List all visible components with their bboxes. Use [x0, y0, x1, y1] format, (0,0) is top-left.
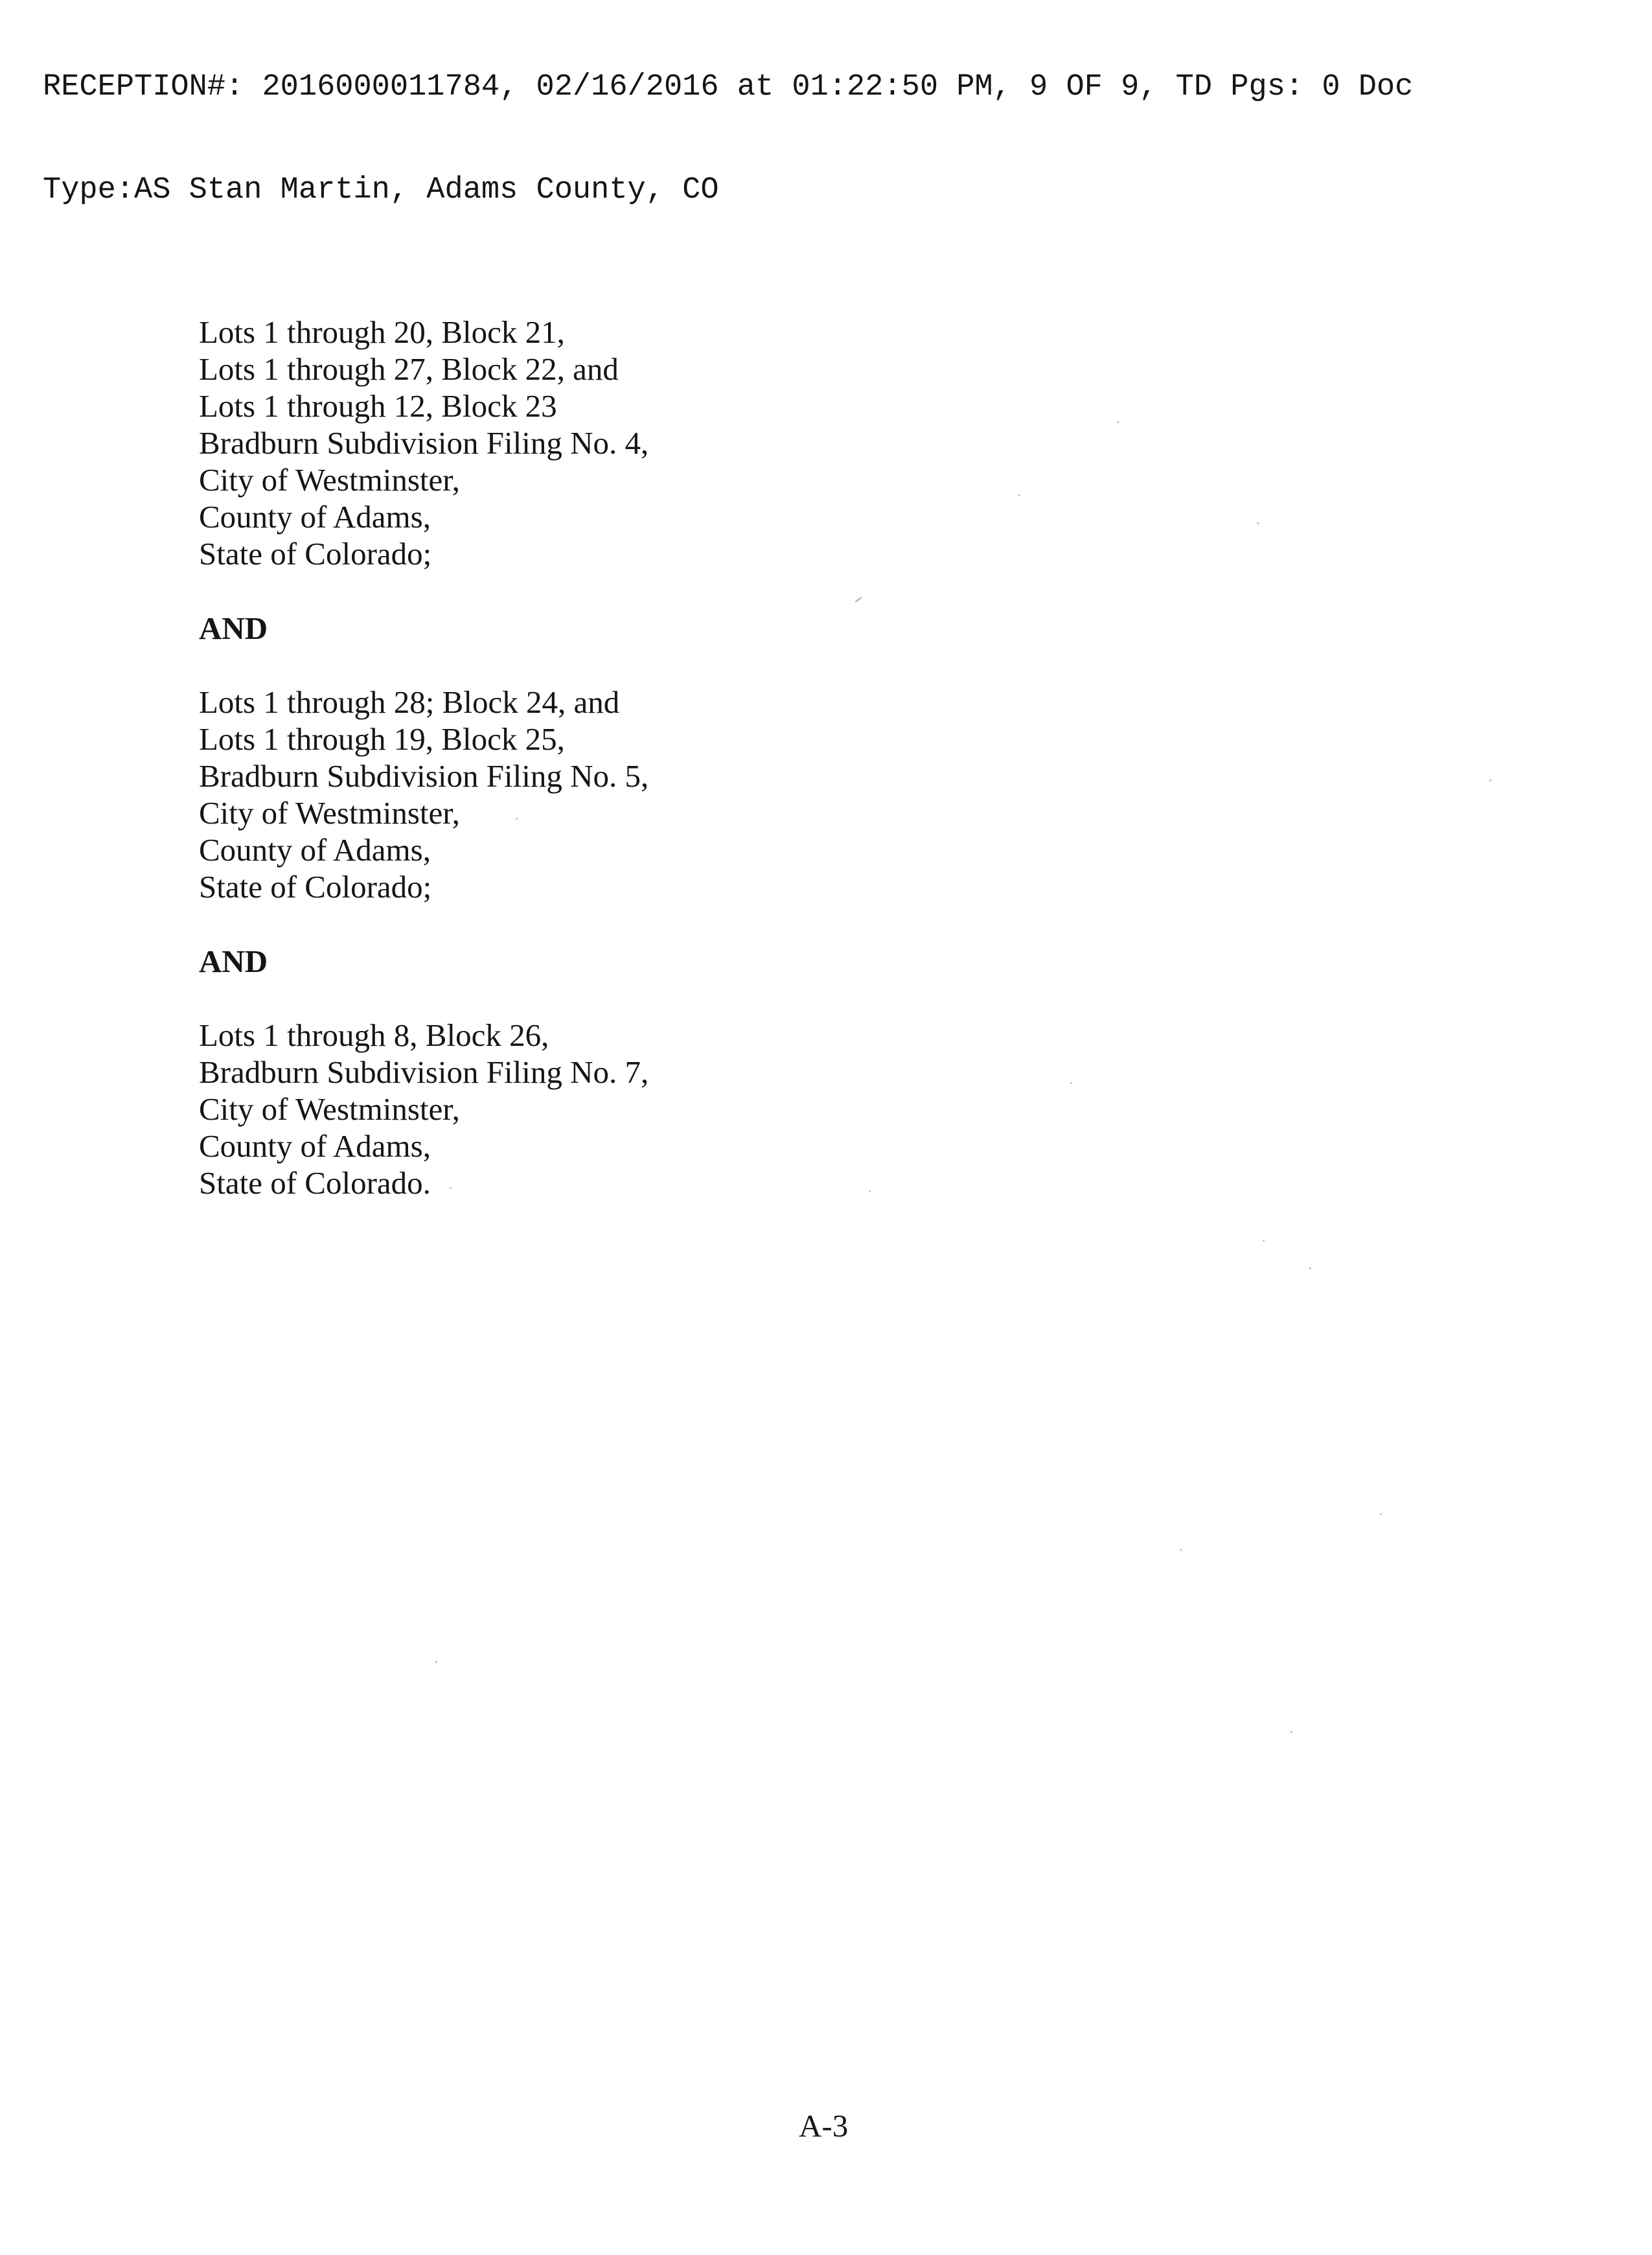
legal-line: State of Colorado; — [199, 536, 432, 572]
legal-line: City of Westminster, — [199, 462, 460, 498]
scan-speck — [1180, 1549, 1182, 1551]
scan-speck — [450, 1187, 452, 1189]
property-block-filing-5 — [199, 684, 648, 905]
legal-line: Bradburn Subdivision Filing No. 4, — [199, 425, 649, 461]
legal-line: Bradburn Subdivision Filing No. 7, — [199, 1054, 649, 1090]
property-block-filing-7 — [199, 1017, 648, 1201]
scan-speck — [1309, 1267, 1311, 1269]
page-number: A-3 — [799, 2108, 849, 2144]
scan-speck — [869, 1190, 871, 1192]
legal-line: Bradburn Subdivision Filing No. 5, — [199, 758, 649, 794]
scan-speck — [1257, 522, 1259, 524]
scan-speck — [1117, 421, 1119, 423]
and-separator-1: AND — [199, 610, 268, 646]
legal-line: Lots 1 through 19, Block 25, — [199, 721, 565, 757]
recording-header-line-2: Type:AS Stan Martin, Adams County, CO — [43, 173, 719, 207]
scan-speck — [1070, 1082, 1072, 1084]
scan-speck — [854, 596, 862, 603]
legal-line: County of Adams, — [199, 832, 431, 868]
legal-line: Lots 1 through 8, Block 26, — [199, 1017, 549, 1053]
recording-header — [43, 1, 1413, 242]
property-block-filing-4 — [199, 314, 648, 572]
scan-speck — [1263, 1240, 1265, 1242]
legal-line: State of Colorado. — [199, 1165, 431, 1201]
legal-line: Lots 1 through 28; Block 24, and — [199, 684, 620, 720]
scan-speck — [1489, 780, 1491, 781]
legal-line: State of Colorado; — [199, 869, 432, 905]
and-separator-2: AND — [199, 943, 268, 979]
legal-line: County of Adams, — [199, 1128, 431, 1164]
scan-speck — [1380, 1513, 1382, 1515]
recording-header-line-1: RECEPTION#: 2016000011784, 02/16/2016 at 01:22:50 PM, 9 OF 9, TD Pgs: 0 Doc — [43, 70, 1414, 104]
legal-line: County of Adams, — [199, 499, 431, 535]
scan-speck — [1018, 494, 1020, 496]
legal-line: City of Westminster, — [199, 1091, 460, 1127]
scan-speck — [516, 818, 518, 820]
legal-line: Lots 1 through 20, Block 21, — [199, 314, 565, 350]
legal-line: City of Westminster, — [199, 795, 460, 831]
legal-line: Lots 1 through 12, Block 23 — [199, 388, 557, 424]
scan-speck — [1291, 1731, 1292, 1733]
scan-speck — [435, 1661, 437, 1663]
legal-line: Lots 1 through 27, Block 22, and — [199, 351, 619, 387]
